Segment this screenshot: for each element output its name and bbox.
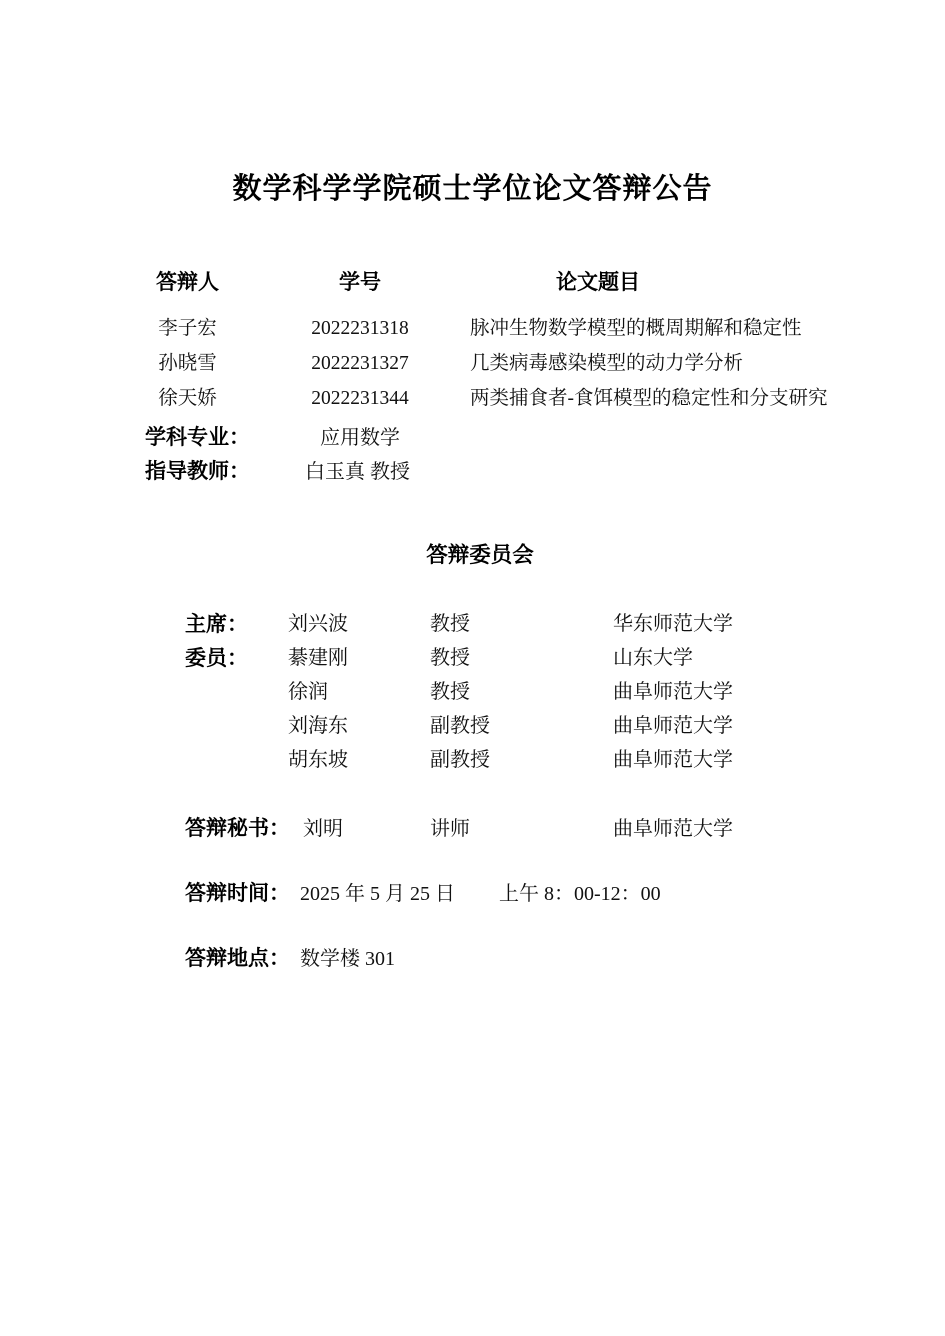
- defense-time-line: [185, 877, 661, 907]
- secretary-title: 讲师: [430, 818, 470, 840]
- committee-role: 主席：: [185, 613, 248, 636]
- committee-member-affiliation: 华东师范大学: [613, 613, 733, 635]
- defense-location-label: 答辩地点：: [185, 947, 290, 970]
- major-line: [145, 421, 400, 451]
- secretary-affiliation: 曲阜师范大学: [613, 818, 733, 840]
- advisor-label: 指导教师：: [145, 460, 250, 483]
- column-header-thesis-title: 论文题目: [556, 271, 640, 294]
- student-name: 李子宏: [158, 318, 217, 339]
- thesis-title: 几类病毒感染模型的动力学分析: [470, 353, 744, 374]
- column-header-defender: 答辩人: [156, 271, 219, 294]
- defense-time-period: 上午 8：00-12：00: [499, 883, 661, 905]
- committee-member-title: 教授: [430, 681, 470, 703]
- thesis-title: 两类捕食者-食饵模型的稳定性和分支研究: [470, 388, 828, 409]
- committee-member-affiliation: 曲阜师范大学: [613, 681, 733, 703]
- committee-table: [185, 612, 835, 782]
- committee-member-name: 徐润: [288, 681, 328, 703]
- committee-member-title: 副教授: [430, 749, 490, 771]
- major-value: 应用数学: [320, 427, 400, 449]
- committee-role: [185, 748, 288, 782]
- defense-time-label: 答辩时间：: [185, 882, 290, 905]
- committee-role: [185, 714, 288, 748]
- committee-member-name: 刘兴波: [288, 613, 348, 635]
- secretary-label: 答辩秘书：: [185, 817, 290, 840]
- committee-member-name: 綦建刚: [288, 647, 348, 669]
- secretary-line: [185, 812, 733, 842]
- thesis-title: 脉冲生物数学模型的概周期解和稳定性: [470, 318, 802, 339]
- committee-member-affiliation: 曲阜师范大学: [613, 749, 733, 771]
- committee-member-affiliation: 曲阜师范大学: [613, 715, 733, 737]
- student-name: 孙晓雪: [158, 353, 217, 374]
- committee-member-title: 教授: [430, 647, 470, 669]
- committee-member-title: 副教授: [430, 715, 490, 737]
- student-id: 2022231318: [311, 318, 409, 339]
- student-id: 2022231327: [311, 353, 409, 374]
- student-id: 2022231344: [311, 388, 409, 409]
- advisor-value: 白玉真 教授: [305, 461, 410, 483]
- column-header-student-id: 学号: [339, 271, 381, 294]
- defense-time-date: 2025 年 5 月 25 日: [300, 883, 455, 905]
- committee-member-title: 教授: [430, 613, 470, 635]
- advisor-line: [145, 455, 410, 485]
- secretary-name: 刘明: [303, 818, 343, 840]
- major-label: 学科专业：: [145, 426, 250, 449]
- page-title: 数学科学学院硕士学位论文答辩公告: [232, 173, 713, 205]
- committee-role: 委员：: [185, 647, 248, 670]
- student-name: 徐天娇: [158, 388, 217, 409]
- defense-location-value: 数学楼 301: [300, 948, 395, 970]
- committee-heading: 答辩委员会: [426, 543, 534, 567]
- students-table: [125, 271, 835, 422]
- committee-member-name: 刘海东: [288, 715, 348, 737]
- committee-member-affiliation: 山东大学: [613, 647, 693, 669]
- committee-member-name: 胡东坡: [288, 749, 348, 771]
- defense-location-line: [185, 942, 395, 972]
- committee-role: [185, 680, 288, 714]
